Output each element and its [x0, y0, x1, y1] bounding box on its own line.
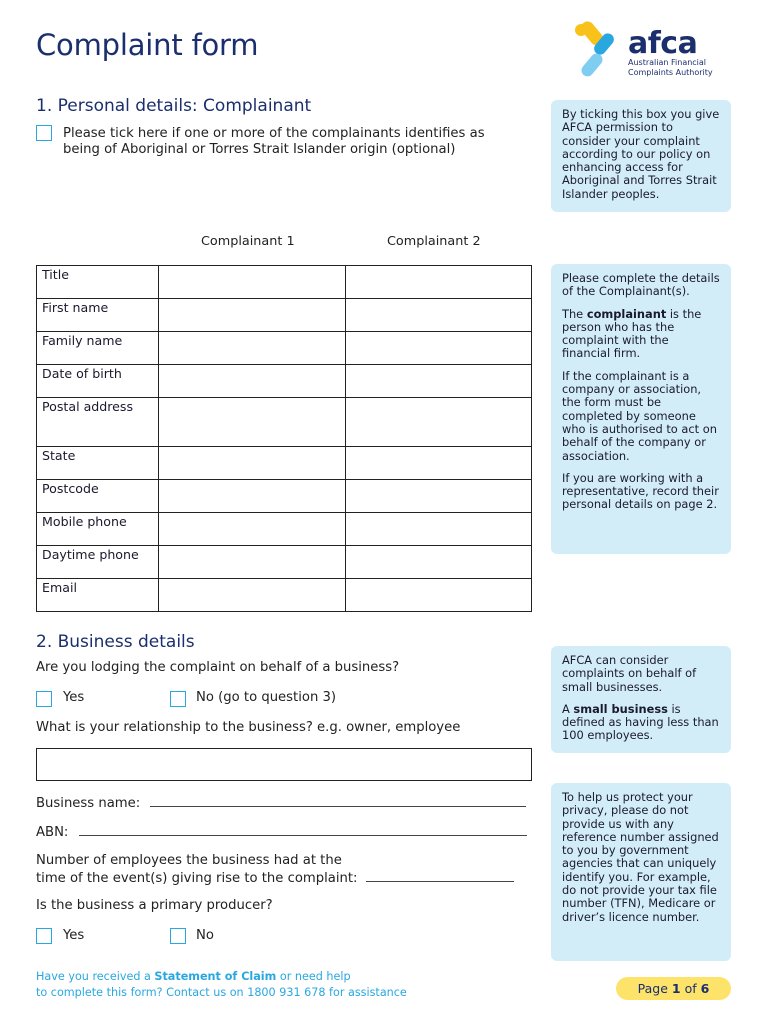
row-label-first-name: First name — [37, 299, 159, 332]
table-row — [37, 332, 532, 365]
page-word: Page — [637, 981, 668, 996]
daytime-phone-field-complainant-1[interactable] — [159, 546, 346, 579]
aboriginal-question-line2: being of Aboriginal or Torres Strait Islander origin (optional) — [63, 142, 456, 157]
sidebar-note-small-business-p2 — [562, 703, 720, 743]
abn-row — [36, 823, 527, 840]
row-label-family-name: Family name — [37, 332, 159, 365]
afca-logo-mark-icon — [572, 18, 628, 78]
sidebar-note-aboriginal — [551, 100, 731, 212]
lodging-yes-checkbox[interactable] — [36, 691, 52, 707]
abn-label: ABN: — [36, 825, 69, 840]
mobile-phone-field-complainant-1[interactable] — [159, 513, 346, 546]
sidebar-note-privacy — [551, 783, 731, 961]
mobile-phone-field-complainant-2[interactable] — [345, 513, 532, 546]
table-row — [37, 447, 532, 480]
employees-label-line2: time of the event(s) giving rise to the complaint: — [36, 871, 358, 886]
footer-contact-line: to complete this form? Contact us on 1800 931 678 for assistance — [36, 986, 407, 999]
lodging-no-label: No (go to question 3) — [196, 690, 337, 705]
row-label-postcode: Postcode — [37, 480, 159, 513]
primary-producer-yes-checkbox[interactable] — [36, 928, 52, 944]
afca-logo-line2: Complaints Authority — [628, 67, 713, 77]
postcode-field-complainant-1[interactable] — [159, 480, 346, 513]
table-row — [37, 365, 532, 398]
abn-input[interactable] — [79, 823, 527, 836]
daytime-phone-field-complainant-2[interactable] — [345, 546, 532, 579]
afca-logo-line1: Australian Financial — [628, 58, 707, 67]
sidebar-note-complainant-p2 — [562, 308, 720, 361]
row-label-postal-address: Postal address — [37, 398, 159, 447]
primary-producer-no-checkbox[interactable] — [170, 928, 186, 944]
employees-label-line1: Number of employees the business had at the — [36, 853, 342, 868]
table-row — [37, 546, 532, 579]
sidebar-text: The — [562, 306, 587, 321]
sidebar-note-complainant-p3: If the complainant is a company or association, the form must be completed by someone who is authorised to act on behalf of the company or association. — [562, 368, 717, 463]
column-header-complainant-1: Complainant 1 — [201, 234, 295, 249]
sidebar-note-small-business-p1: AFCA can consider complaints on behalf of small businesses. — [562, 653, 697, 694]
first-name-field-complainant-2[interactable] — [345, 299, 532, 332]
afca-logo-word: afca — [628, 26, 698, 61]
row-label-daytime-phone: Daytime phone — [37, 546, 159, 579]
table-row — [37, 513, 532, 546]
date-of-birth-field-complainant-1[interactable] — [159, 365, 346, 398]
complainant-details-table — [36, 265, 532, 612]
sidebar-note-complainant-p1: Please complete the details of the Complainant(s). — [562, 271, 720, 299]
primary-producer-yes-label: Yes — [63, 928, 85, 943]
column-header-complainant-2: Complainant 2 — [387, 234, 481, 249]
page-title: Complaint form — [36, 28, 259, 62]
state-field-complainant-1[interactable] — [159, 447, 346, 480]
statement-of-claim-link[interactable]: Statement of Claim — [154, 970, 277, 983]
postal-address-field-complainant-1[interactable] — [159, 398, 346, 447]
table-row — [37, 266, 532, 299]
current-page: 1 — [671, 981, 681, 996]
relationship-input[interactable] — [36, 748, 532, 781]
state-field-complainant-2[interactable] — [345, 447, 532, 480]
family-name-field-complainant-2[interactable] — [345, 332, 532, 365]
page-number-badge — [616, 977, 731, 1000]
aboriginal-checkbox[interactable] — [36, 125, 52, 141]
footer-text: or need help — [276, 970, 351, 983]
business-name-row — [36, 794, 526, 811]
sidebar-bold-term: complainant — [586, 306, 667, 321]
afca-logo-subtitle — [628, 58, 713, 77]
postcode-field-complainant-2[interactable] — [345, 480, 532, 513]
row-label-email: Email — [37, 579, 159, 612]
total-pages: 6 — [700, 981, 710, 996]
email-field-complainant-2[interactable] — [345, 579, 532, 612]
section2-heading: 2. Business details — [36, 632, 195, 652]
family-name-field-complainant-1[interactable] — [159, 332, 346, 365]
row-label-date-of-birth: Date of birth — [37, 365, 159, 398]
sidebar-note-small-business — [551, 646, 731, 753]
relationship-question: What is your relationship to the business? e.g. owner, employee — [36, 720, 461, 735]
page-of: of — [684, 981, 697, 996]
business-name-label: Business name: — [36, 796, 141, 811]
title-field-complainant-1[interactable] — [159, 266, 346, 299]
lodging-yes-label: Yes — [63, 690, 85, 705]
table-row — [37, 299, 532, 332]
lodging-question: Are you lodging the complaint on behalf of a business? — [36, 660, 400, 675]
table-row — [37, 480, 532, 513]
employees-row — [36, 853, 514, 887]
title-field-complainant-2[interactable] — [345, 266, 532, 299]
sidebar-note-complainant — [551, 264, 731, 554]
first-name-field-complainant-1[interactable] — [159, 299, 346, 332]
row-label-title: Title — [37, 266, 159, 299]
sidebar-text: A — [562, 701, 574, 716]
table-row — [37, 579, 532, 612]
primary-producer-question: Is the business a primary producer? — [36, 898, 273, 913]
row-label-state: State — [37, 447, 159, 480]
sidebar-note-aboriginal-text: By ticking this box you give AFCA permission to consider your complaint according to our policy on enhancing access for Aboriginal and Torres Strait Islander peoples. — [562, 107, 720, 201]
sidebar-text: is the person who has the complaint with the financial firm. — [562, 306, 702, 361]
lodging-no-checkbox[interactable] — [170, 691, 186, 707]
table-row — [37, 398, 532, 447]
row-label-mobile-phone: Mobile phone — [37, 513, 159, 546]
section1-heading: 1. Personal details: Complainant — [36, 96, 312, 116]
sidebar-bold-term: small business — [573, 701, 668, 716]
footer-text: Have you received a — [36, 970, 155, 983]
email-field-complainant-1[interactable] — [159, 579, 346, 612]
employees-input[interactable] — [366, 869, 514, 882]
aboriginal-question — [63, 126, 485, 158]
postal-address-field-complainant-2[interactable] — [345, 398, 532, 447]
aboriginal-question-line1: Please tick here if one or more of the complainants identifies as — [63, 126, 485, 141]
sidebar-note-complainant-p4: If you are working with a representative, record their personal details on page 2. — [562, 470, 719, 512]
date-of-birth-field-complainant-2[interactable] — [345, 365, 532, 398]
primary-producer-no-label: No — [196, 928, 214, 943]
sidebar-note-privacy-text: To help us protect your privacy, please do not provide us with any reference number assigned to you by government agencies that can uniquely identify you. For example, do not provide your tax file number (TFN), Medicare or driver’s licence number. — [562, 790, 719, 924]
footer-help-text — [36, 969, 407, 1001]
sidebar-text: is defined as having less than 100 employees. — [562, 701, 719, 743]
business-name-input[interactable] — [150, 794, 526, 807]
